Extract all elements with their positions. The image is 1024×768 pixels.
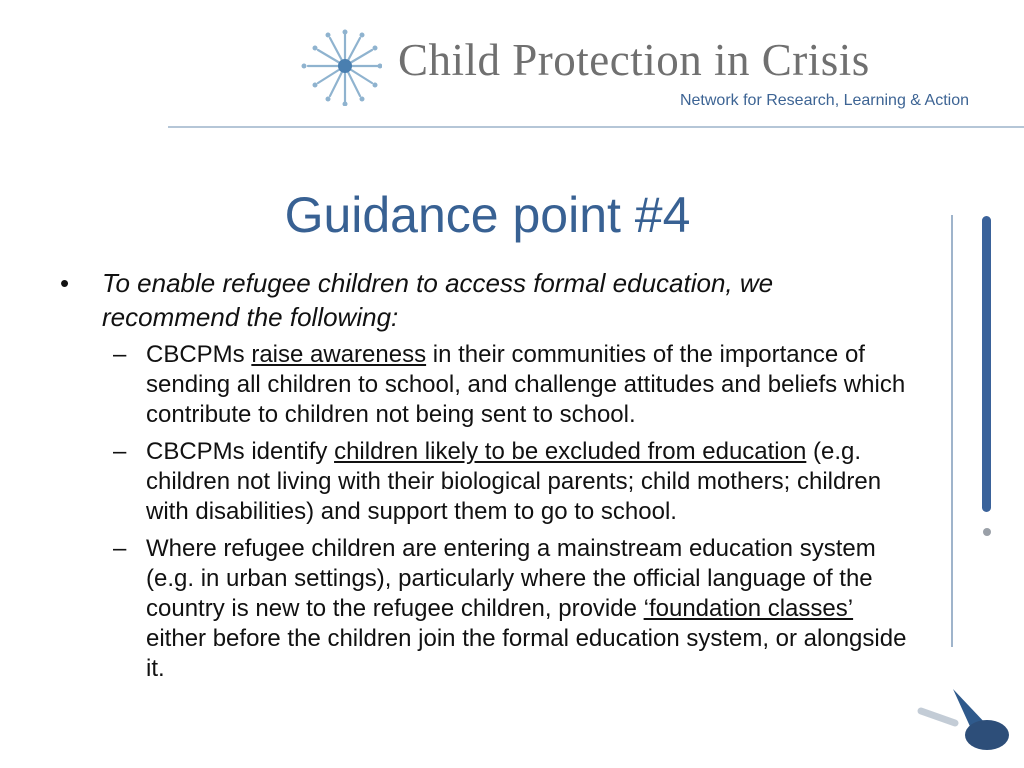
accent-bar: [982, 216, 991, 512]
dash-marker: –: [113, 341, 127, 368]
header-divider: [168, 126, 1024, 128]
underlined-phrase: ‘foundation classes’: [643, 595, 854, 622]
sub-bullet-post: (e.g. children not living with their biological parents; child mothers; children with disabilities) and support them to go to school.: [146, 438, 882, 525]
sub-bullet-2: [113, 437, 920, 527]
bullet-marker: •: [60, 268, 70, 298]
slide-content: [60, 266, 920, 691]
accent-dot: [983, 528, 991, 536]
sub-bullet-text: [146, 437, 916, 527]
sub-bullet-post: in their communities of the importance of sending all children to school, and challenge attitudes and beliefs which contribute to children not being sent to school.: [146, 341, 906, 428]
org-tagline: Network for Research, Learning & Action: [679, 92, 969, 109]
underlined-phrase: children likely to be excluded from education: [334, 438, 807, 465]
sub-bullet-post: either before the children join the formal education system, or alongside it.: [146, 625, 907, 682]
main-bullet-text: To enable refugee children to access formal education, we recommend the following:: [102, 268, 774, 332]
main-bullet: [60, 266, 920, 334]
sub-bullet-1: [113, 340, 920, 430]
sub-bullet-pre: CBCPMs: [146, 341, 252, 368]
vertical-divider: [951, 215, 953, 647]
dash-marker: –: [113, 535, 127, 562]
org-name: Child Protection in Crisis: [398, 35, 870, 85]
decorative-corner-icon: [915, 685, 1015, 755]
slide-title: Guidance point #4: [284, 187, 691, 243]
sub-bullet-3: [113, 534, 920, 684]
underlined-phrase: raise awareness: [251, 341, 427, 368]
sub-bullet-pre: Where refugee children are entering a mainstream education system (e.g. in urban settings), particularly where the official language of the country is new to the refugee children, provide: [146, 535, 876, 622]
dash-marker: –: [113, 438, 127, 465]
sub-bullet-pre: CBCPMs identify: [146, 438, 335, 465]
sub-bullet-text: [146, 340, 916, 430]
sub-bullet-list: [60, 340, 920, 684]
starburst-logo-icon: [300, 28, 382, 106]
sub-bullet-text: [146, 534, 916, 684]
